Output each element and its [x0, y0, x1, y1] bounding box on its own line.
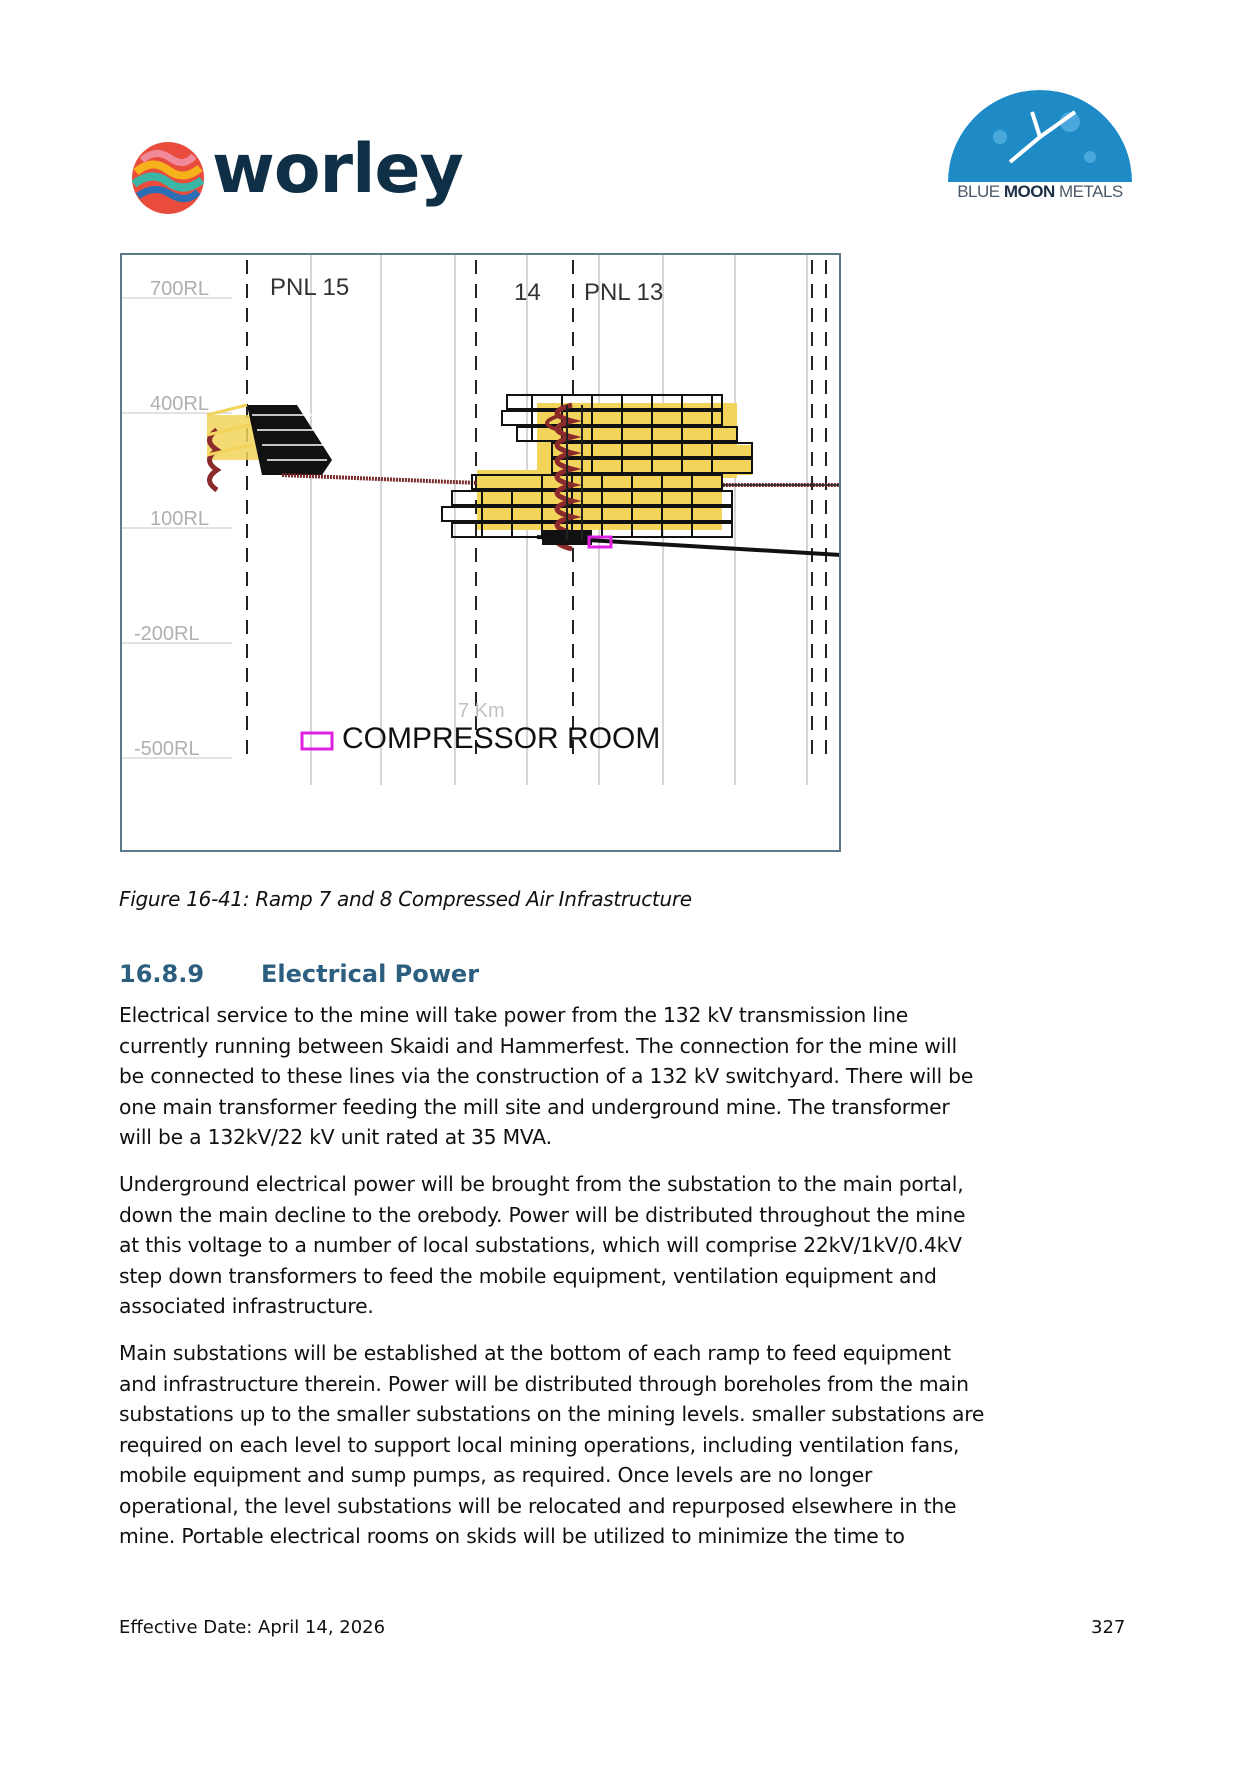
figure-caption: Figure 16-41: Ramp 7 and 8 Compressed Air Infrastructure [119, 887, 692, 911]
paragraph-1 [119, 1000, 1129, 1153]
blue-moon-metals-wordmark: BLUE MOON METALS [957, 182, 1123, 201]
right-stope-group [442, 395, 841, 555]
moon-dome-icon [940, 82, 1140, 182]
text-line: at this voltage to a number of local substations, which will comprise 22kV/1kV/0.4kV [119, 1233, 962, 1257]
text-line: step down transformers to feed the mobile equipment, ventilation equipment and [119, 1263, 937, 1288]
section-title: Electrical Power [261, 960, 480, 988]
worley-swirl-icon [128, 138, 208, 218]
text-line: currently running between Skaidi and Hammerfest. The connection for the mine will [119, 1033, 957, 1058]
text-line: associated infrastructure. [119, 1294, 374, 1318]
long-section-diagram [122, 255, 841, 852]
section-number: 16.8.9 [119, 960, 205, 988]
text-line: mobile equipment and sump pumps, as required. Once levels are no longer [119, 1463, 873, 1487]
text-line: operational, the level substations will be relocated and repurposed elsewhere in the [119, 1493, 957, 1518]
panel-label-15: PNL 15 [270, 274, 350, 301]
rl-label-400: 400RL [150, 393, 209, 415]
panel-label-13: PNL 13 [584, 279, 664, 306]
worley-wordmark: worley [212, 130, 463, 209]
text-line: Electrical service to the mine will take power from the 132 kV transmission line [119, 1003, 909, 1027]
text-line: mine. Portable electrical rooms on skids will be utilized to minimize the time to [119, 1524, 905, 1548]
footer-page-number: 327 [1091, 1617, 1126, 1638]
text-line: be connected to these lines via the construction of a 132 kV switchyard. There will be [119, 1064, 974, 1088]
text-line: will be a 132kV/22 kV unit rated at 35 MVA. [119, 1125, 552, 1149]
text-line: Main substations will be established at the bottom of each ramp to feed equipment [119, 1341, 951, 1365]
blue-moon-metals-logo [940, 82, 1140, 212]
rl-label-minus-500: -500RL [134, 738, 200, 760]
text-line: down the main decline to the orebody. Power will be distributed throughout the mine [119, 1202, 966, 1227]
legend-label: COMPRESSOR ROOM [342, 722, 661, 755]
worley-logo [128, 130, 463, 218]
scale-km-label: 7 Km [458, 700, 505, 722]
text-line: Underground electrical power will be brought from the substation to the main portal, [119, 1172, 964, 1196]
text-line: required on each level to support local mining operations, including ventilation fans, [119, 1432, 960, 1457]
footer-effective-date: Effective Date: April 14, 2026 [119, 1617, 386, 1638]
mine-section-figure [120, 253, 841, 852]
paragraph-3 [119, 1338, 1129, 1552]
rl-label-700: 700RL [150, 278, 209, 300]
panel-label-14: 14 [514, 279, 541, 306]
legend-swatch [302, 733, 332, 749]
text-line: and infrastructure therein. Power will be distributed through boreholes from the main [119, 1371, 969, 1396]
paragraph-2 [119, 1169, 1129, 1322]
rl-label-100: 100RL [150, 508, 209, 530]
text-line: one main transformer feeding the mill site and underground mine. The transformer [119, 1094, 950, 1119]
section-heading [119, 960, 479, 988]
text-line: substations up to the smaller substations on the mining levels. smaller substations are [119, 1402, 985, 1426]
rl-label-minus-200: -200RL [134, 623, 200, 645]
